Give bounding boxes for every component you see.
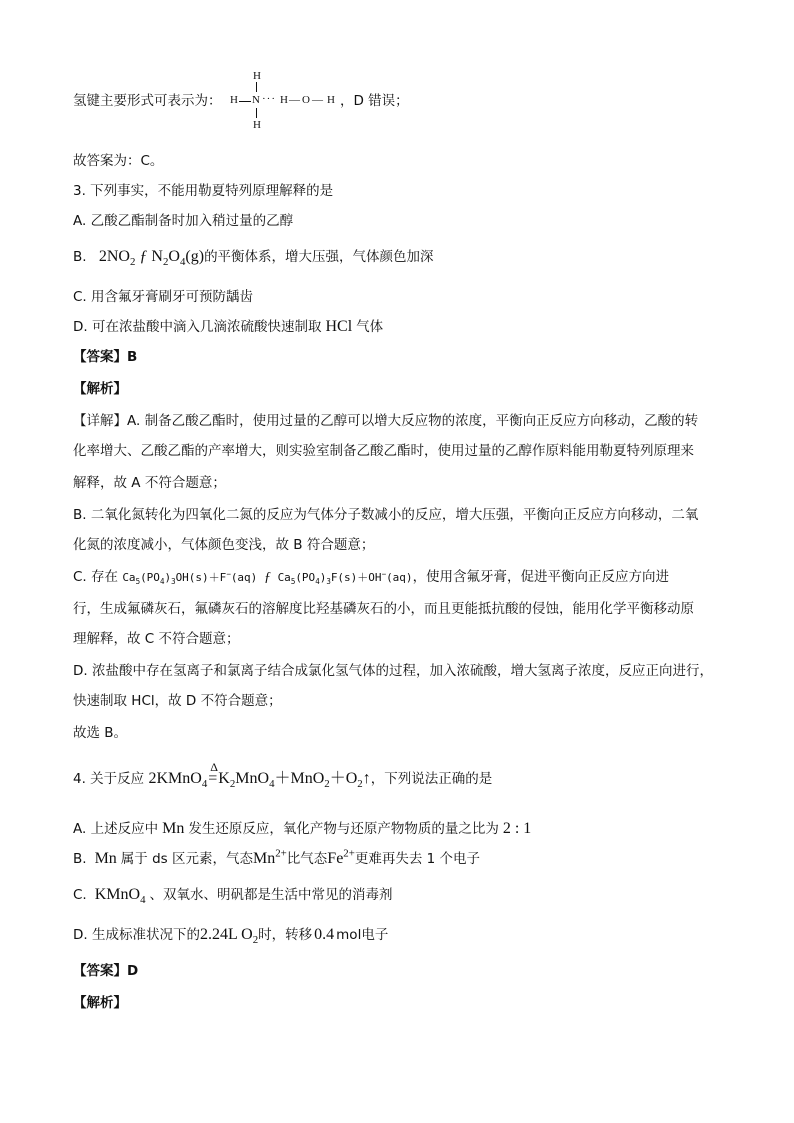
gas-up-arrow-icon: ↑ [362, 770, 371, 787]
struct-hbond-dots: ··· [262, 93, 276, 105]
q3-option-a: A. 乙酸乙酯制备时加入稍过量的乙醇 [73, 213, 294, 229]
q3-option-b: B. $2NO_2$ ƒ $N_2O_4(g)$的平衡体系，增大压强，气体颜色加深 [73, 248, 434, 269]
q3-detail-line-7: 行，生成氟磷灰石，氟磷灰石的溶解度比羟基磷灰石的小，而且更能抵抗酸的侵蚀，能用化学平衡移动原 [73, 601, 694, 617]
q3-detail-line-1: 【详解】A. 制备乙酸乙酯时，使用过量的乙醇可以增大反应物的浓度，平衡向正反应方向移动，乙酸的转 [73, 413, 699, 429]
q3-option-c: C. 用含氟牙膏刷牙可预防龋齿 [73, 289, 254, 305]
q3-conclusion: 故选 B。 [73, 725, 128, 741]
struct-bond-vertical-bottom [256, 108, 257, 118]
q3-detail-line-9: D. 浓盐酸中存在氢离子和氯离子结合成氯化氢气体的过程，加入浓硫酸，增大氢离子浓度，反应正向进行， [73, 663, 713, 679]
q3-detail-line-5: 化氮的浓度减小，气体颜色变浅，故 B 符合题意； [73, 537, 375, 553]
q3-analysis-label: 【解析】 [73, 381, 127, 397]
q3-b-formula: $2NO_2$ ƒ $N_2O_4(g)$ [98, 248, 205, 269]
q3-stem: 3. 下列事实，不能用勒夏特列原理解释的是 [73, 183, 334, 199]
struct-h-top: H [253, 70, 261, 82]
struct-dash-2: — [312, 94, 323, 106]
q4-option-d: D. 生成标准状况下的2.24L $O_2$时，转移 0.4 mol电子 [73, 926, 389, 947]
struct-h-bottom: H [253, 119, 261, 131]
q3-detail-line-4: B. 二氧化氮转化为四氧化二氮的反应为气体分子数减小的反应，增大压强，平衡向正反应方向移动，二氧 [73, 507, 699, 523]
q4-option-a: A. 上述反应中 Mn 发生还原反应，氧化产物与还原产物物质的量之比为 2 : 1 [73, 820, 532, 837]
q3-detail-line-6: C. 存在 $Ca_5(PO_4)_3OH(s)+F^-(aq)$ ƒ $Ca_5(PO_4)_3F(s)+OH^-(aq)$，使用含氟牙膏，促进平衡向正反应方向进 [73, 569, 670, 587]
q4-eq-sign: Δ = [208, 760, 218, 787]
q4-option-b: B. Mn 属于 ds 区元素，气态$Mn^{2+}$比气态$Fe^{2+}$更难再失去 1 个电子 [73, 847, 481, 867]
struct-o: O [302, 94, 310, 106]
struct-bond-vertical-top [256, 82, 257, 92]
q3-detail-line-3: 解释，故 A 不符合题意； [73, 475, 226, 491]
answer-line: 故答案为：C。 [73, 153, 164, 169]
struct-h-right: H [327, 94, 335, 106]
struct-h-left: H [230, 94, 238, 106]
q3-answer: 【答案】B [73, 349, 138, 365]
q3-detail-line-2: 化率增大、乙酸乙酯的产率增大，则实验室制备乙酸乙酯时，使用过量的乙醇作原料能用勒夏特列原理来 [73, 443, 694, 459]
q4-option-c: C. KMnO$_4$ 、双氧水、明矾都是生活中常见的消毒剂 [73, 886, 393, 907]
hbond-intro: 氢键主要形式可表示为： [73, 93, 222, 109]
q3-detail-line-10: 快速制取 HCl，故 D 不符合题意； [73, 693, 282, 709]
struct-n: N [252, 94, 260, 106]
hbond-line [73, 92, 222, 110]
q3-detail-line-8: 理解释，故 C 不符合题意； [73, 631, 240, 647]
q4-answer: 【答案】D [73, 963, 139, 979]
equilibrium-arrow-icon: ƒ [263, 570, 271, 585]
q4-stem: 4. 关于反应 2KMnO$_4$ Δ $=K_2MnO_4+MnO_2+O_2↑$，下列说法正确的是 [73, 760, 493, 791]
q4-equation: 2KMnO$_4$ Δ $=K_2MnO_4+MnO_2+O_2↑$ [148, 760, 371, 791]
delta-icon: Δ [210, 760, 218, 774]
equilibrium-arrow-icon: ƒ [139, 248, 148, 265]
struct-bond-left [239, 101, 251, 102]
hbond-tail: ，D 错误； [340, 93, 409, 109]
q4-analysis-label: 【解析】 [73, 995, 127, 1011]
q3-option-d: D. 可在浓盐酸中滴入几滴浓硫酸快速制取 HCl 气体 [73, 318, 384, 335]
struct-h-mid: H [280, 94, 288, 106]
q3-detail-equation: $Ca_5(PO_4)_3OH(s)+F^-(aq)$ ƒ $Ca_5(PO_4)_3F(s)+OH^-(aq)$ [122, 569, 413, 587]
struct-dash-1: — [289, 94, 300, 106]
